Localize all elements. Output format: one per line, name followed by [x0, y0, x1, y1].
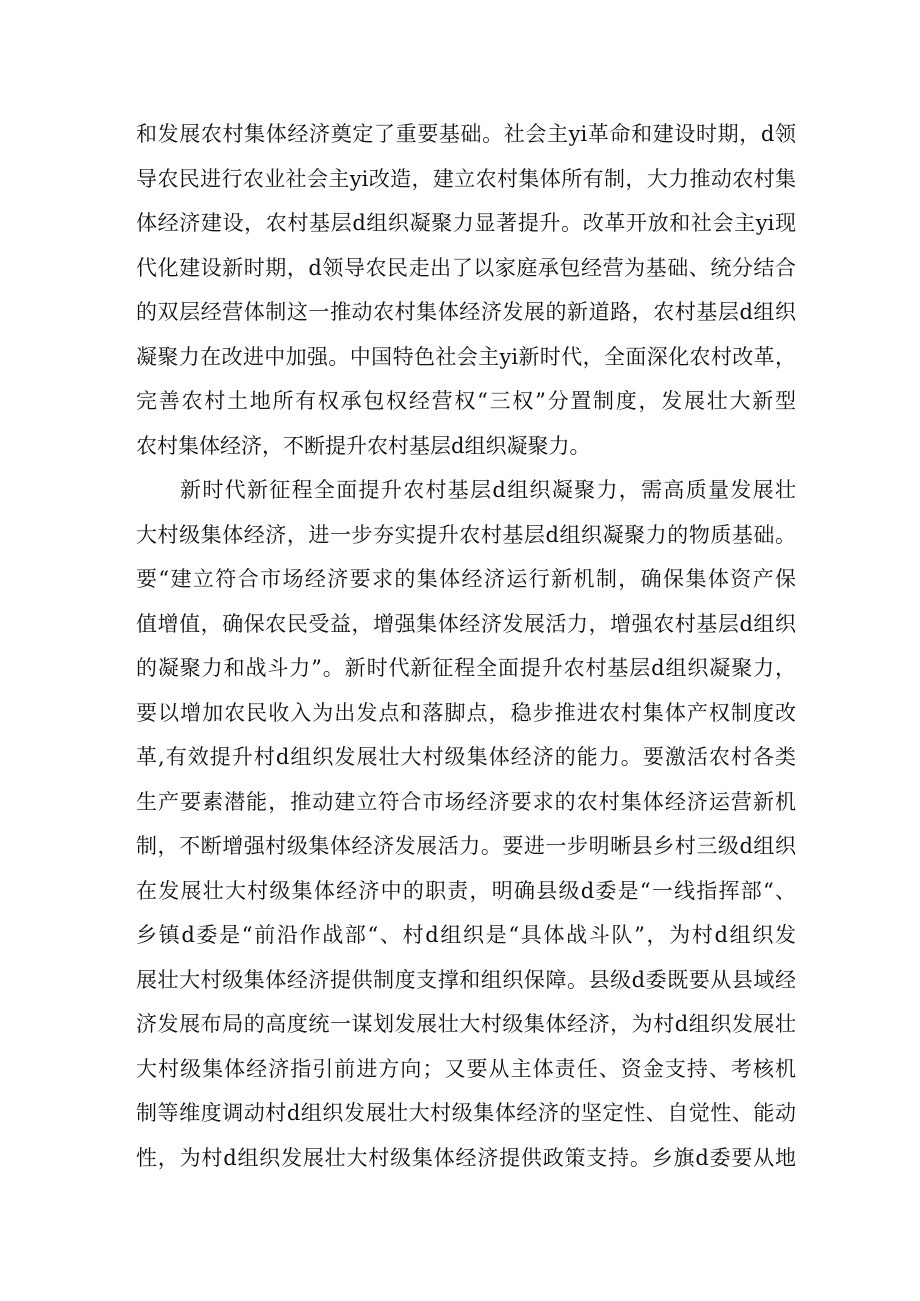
text-line: 展壮大村级集体经济提供制度支撑和组织保障。县级d委既要从县域经	[136, 967, 796, 992]
text-line: 制，不断增强村级集体经济发展活力。要进一步明晰县乡村三级d组织	[136, 834, 796, 858]
text-line: 大村级集体经济指引前进方向；又要从主体责任、资金支持、考核机	[136, 1056, 796, 1081]
text-line: 济发展布局的高度统一谋划发展壮大村级集体经济，为村d组织发展壮	[136, 1012, 796, 1036]
text-line: 导农民进行农业社会主yi改造，建立农村集体所有制，大力推动农村集	[136, 166, 796, 191]
text-line: 农村集体经济，不断提升农村基层d组织凝聚力。	[136, 433, 591, 458]
text-line: 新时代新征程全面提升农村基层d组织凝聚力，需高质量发展壮	[180, 478, 796, 502]
text-line: 要以增加农民收入为出发点和落脚点，稳步推进农村集体产权制度改	[136, 700, 796, 725]
text-line: 革,有效提升村d组织发展壮大村级集体经济的能力。要激活农村各类	[136, 745, 796, 769]
text-line: 性，为村d组织发展壮大村级集体经济提供政策支持。乡旗d委要从地	[136, 1145, 796, 1170]
text-line: 大村级集体经济，进一步夯实提升农村基层d组织凝聚力的物质基础。	[136, 522, 796, 547]
text-line: 值增值，确保农民受益，增强集体经济发展活力，增强农村基层d组织	[136, 611, 796, 636]
text-line: 体经济建设，农村基层d组织凝聚力显著提升。改革开放和社会主yi现	[136, 211, 796, 235]
text-line: 生产要素潜能，推动建立符合市场经济要求的农村集体经济运营新机	[136, 789, 796, 814]
text-line: 乡镇d委是“前沿作战部“、村d组织是“具体战斗队”，为村d组织发	[136, 923, 796, 947]
text-line: 的双层经营体制这一推动农村集体经济发展的新道路，农村基层d组织	[136, 300, 796, 324]
body-text	[136, 112, 796, 1180]
text-line: 完善农村土地所有权承包权经营权“三权”分置制度，发展壮大新型	[136, 389, 796, 413]
text-line: 制等维度调动村d组织发展壮大村级集体经济的坚定性、自觉性、能动	[136, 1101, 796, 1125]
text-line: 凝聚力在改进中加强。中国特色社会主yi新时代，全面深化农村改革，	[136, 344, 796, 369]
text-line: 和发展农村集体经济奠定了重要基础。社会主yi革命和建设时期，d领	[136, 122, 796, 146]
text-line: 代化建设新时期，d领导农民走出了以家庭承包经营为基础、统分结合	[136, 255, 796, 280]
text-line: 在发展壮大村级集体经济中的职责，明确县级d委是“一线指挥部“、	[136, 878, 796, 903]
text-line: 要“建立符合市场经济要求的集体经济运行新机制，确保集体资产保	[136, 567, 796, 591]
text-line: 的凝聚力和战斗力”。新时代新征程全面提升农村基层d组织凝聚力，	[136, 656, 796, 680]
